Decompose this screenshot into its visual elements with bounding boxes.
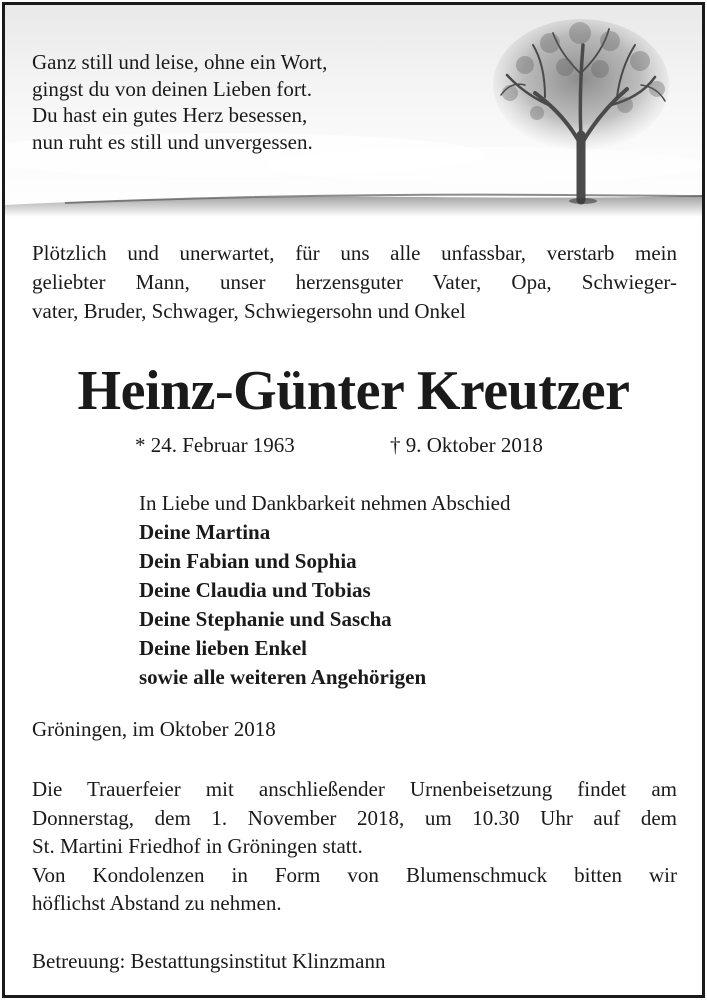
service-line: Von Kondolenzen in Form von Blumenschmuck bitten wir: [32, 862, 677, 887]
farewell-block: [139, 489, 510, 692]
poem-line: nun ruht es still und unvergessen.: [32, 129, 313, 154]
poem-line: Ganz still und leise, ohne ein Wort,: [32, 50, 328, 74]
service-info: [32, 775, 677, 918]
deceased-name: Heinz-Günter Kreutzer: [77, 360, 630, 422]
mourner-name: Deine Martina: [139, 520, 271, 544]
obituary-notice: [2, 2, 705, 998]
service-line: höflichst Abstand zu nehmen.: [32, 891, 282, 915]
death-date: † 9. Oktober 2018: [390, 433, 543, 457]
mourner-name: Deine Stephanie und Sascha: [139, 607, 392, 631]
intro-text: [32, 239, 677, 326]
header-image: [5, 5, 702, 217]
birth-date: * 24. Februar 1963: [135, 433, 295, 457]
place-date: Gröningen, im Oktober 2018: [32, 717, 276, 741]
intro-line: geliebter Mann, unser herzensguter Vater, Opa, Schwieger-: [32, 270, 677, 294]
farewell-intro: In Liebe und Dankbarkeit nehmen Abschied: [139, 491, 511, 515]
mourner-name: sowie alle weiteren Angehörigen: [139, 665, 427, 689]
intro-line: vater, Bruder, Schwager, Schwiegersohn und Onkel: [32, 299, 466, 323]
mourner-name: Deine Claudia und Tobias: [139, 578, 371, 602]
poem-line: Du hast ein gutes Herz besessen,: [32, 103, 308, 127]
service-line: St. Martini Friedhof in Gröningen statt.: [32, 834, 363, 858]
mourner-name: Dein Fabian und Sophia: [139, 549, 357, 573]
funeral-home: Betreuung: Bestattungsinstitut Klinzmann: [32, 949, 386, 973]
poem-line: gingst du von deinen Lieben fort.: [32, 76, 312, 101]
service-line: Donnerstag, dem 1. November 2018, um 10.30 Uhr auf dem: [32, 805, 677, 830]
poem: [32, 49, 327, 155]
intro-line: Plötzlich und unerwartet, für uns alle unfassbar, verstarb mein: [32, 241, 677, 265]
service-line: Die Trauerfeier mit anschließender Urnenbeisetzung findet am: [32, 777, 677, 801]
mourner-name: Deine lieben Enkel: [139, 636, 308, 660]
